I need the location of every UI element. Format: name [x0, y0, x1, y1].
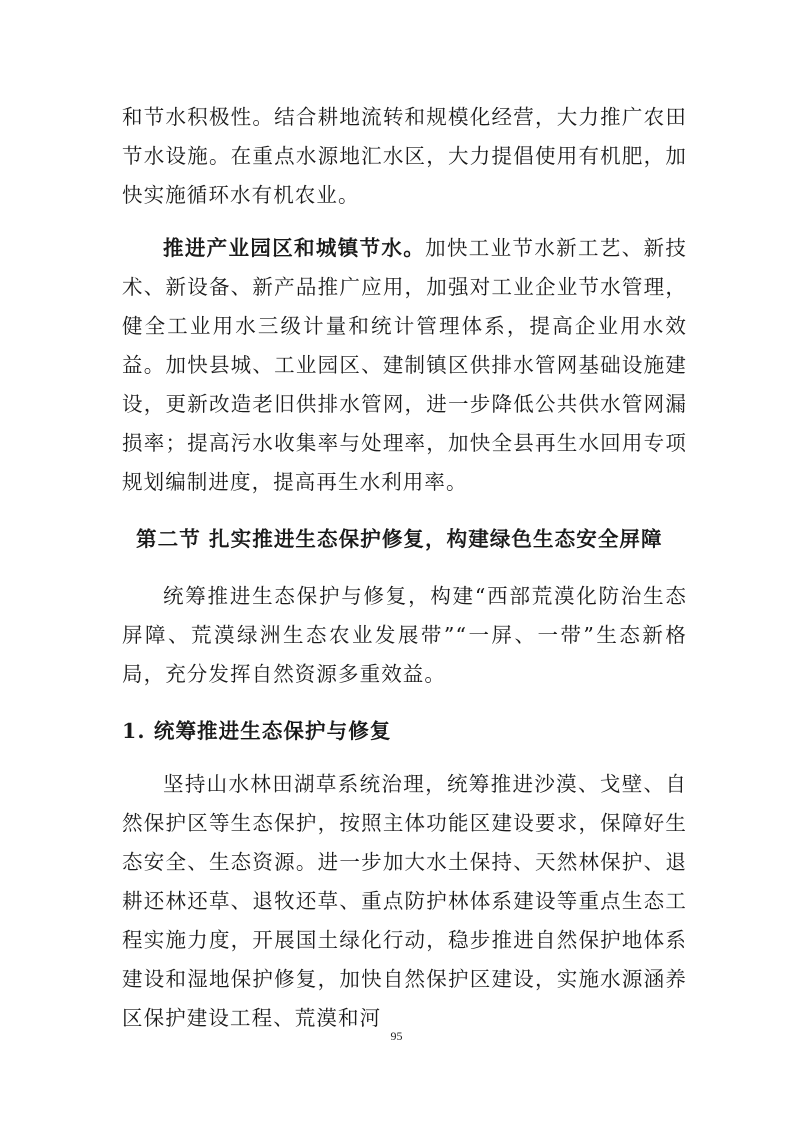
paragraph-ecological-overview: 统筹推进生态保护与修复，构建“西部荒漠化防治生态屏障、荒漠绿洲生态农业发展带”“一屏、一带”生态新格局，充分发挥自然资源多重效益。 — [122, 584, 687, 686]
paragraph-farmland-water-saving: 和节水积极性。结合耕地流转和规模化经营，大力推广农田节水设施。在重点水源地汇水区，大力提倡使用有机肥，加快实施循环水有机农业。 — [122, 105, 687, 207]
page-content — [122, 98, 687, 1038]
subsection-heading: 1. 统筹推进生态保护与修复 — [122, 719, 392, 743]
paragraph-industrial-water-saving — [122, 229, 687, 502]
paragraph-lead-heading: 推进产业园区和城镇节水。 — [163, 236, 426, 260]
page-number: 95 — [390, 1029, 403, 1043]
paragraph-ecological-restoration: 坚持山水林田湖草系统治理，统筹推进沙漠、戈壁、自然保护区等生态保护，按照主体功能区建设要求，保障好生态安全、生态资源。进一步加大水土保持、天然林保护、退耕还林还草、退牧还草、重点防护林体系建设等重点生态工程实施力度，开展国土绿化行动，稳步推进自然保护地体系建设和湿地保护修复，加快自然保护区建设，实施水源涵养区保护建设工程、荒漠和河 — [122, 772, 687, 1030]
section-title: 第二节 扎实推进生态保护修复，构建绿色生态安全屏障 — [136, 527, 663, 551]
paragraph-body: 加快工业节水新工艺、新技术、新设备、新产品推广应用，加强对工业企业节水管理，健全工业用水三级计量和统计管理体系，提高企业用水效益。加快县城、工业园区、建制镇区供排水管网基础设施建设，更新改造老旧供排水管网，进一步降低公共供水管网漏损率；提高污水收集率与处理率，加快全县再生水回用专项规划编制进度，提高再生水利用率。 — [122, 236, 687, 494]
